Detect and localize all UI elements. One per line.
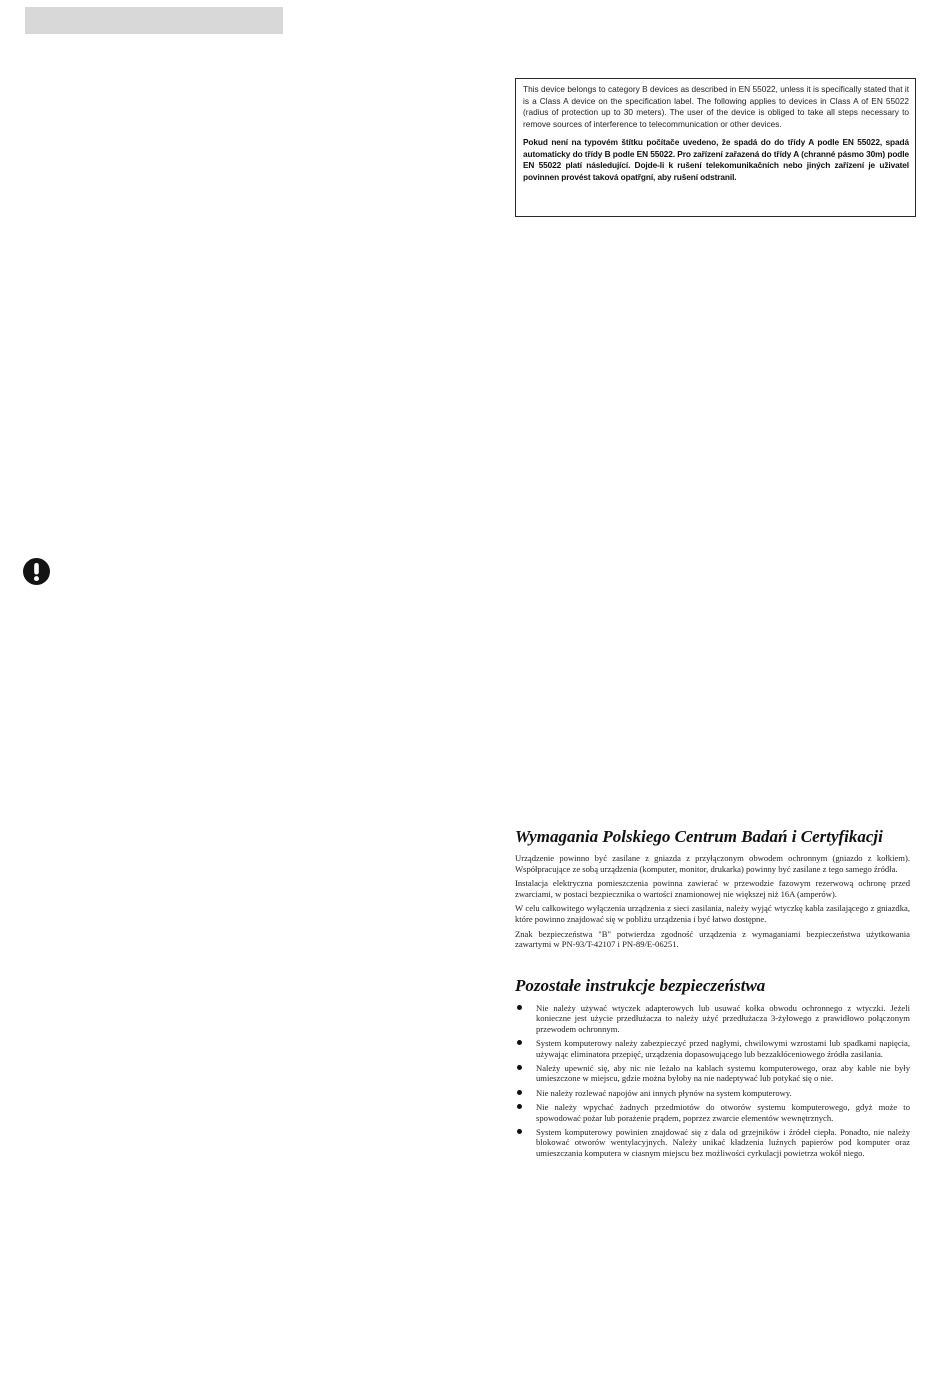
bullet-icon xyxy=(517,1090,522,1095)
requirements-paragraph: Znak bezpieczeństwa "B" potwierdza zgodność urządzenia z wymaganiami bezpieczeństwa użytkowania zawartymi w PN-93/T-42107 i PN-89/E-06251. xyxy=(515,928,910,950)
requirements-paragraph: W celu całkowitego wyłączenia urządzenia z sieci zasilania, należy wyjąć wtyczkę kabla zasilającego z gniazdka, które powinno znajdować się w pobliżu urządzenia i być łatwo dostępne. xyxy=(515,903,910,924)
exclamation-glyph xyxy=(23,558,50,585)
bullet-icon xyxy=(517,1129,522,1134)
list-item xyxy=(515,1127,910,1158)
requirements-paragraph: Instalacja elektryczna pomieszczenia powinna zawierać w przewodzie fazowym rezerwową ochronę przed zwarciami, w postaci bezpiecznika o wartości znamionowej nie większej niż 16A (amperów). xyxy=(515,878,910,899)
polish-requirements-section xyxy=(515,827,910,950)
list-item xyxy=(515,1102,910,1123)
safety-item-text: System komputerowy powinien znajdować się z dala od grzejników i źródeł ciepła. Ponadto, nie należy blokować otworów wentylacyjnych. Należy unikać kładzenia luźnych papierów pod komputer oraz umieszczania komputera w ciasnym miejscu bez możliwości cyrkulacji powietrza wokół niego. xyxy=(536,1127,910,1158)
requirements-paragraph: Urządzenie powinno być zasilane z gniazda z przyłączonym obwodem ochronnym (gniazdo z kołkiem). Współpracujące ze sobą urządzenia (komputer, monitor, drukarka) powinny być zasilane z tego samego źródła. xyxy=(515,853,910,874)
safety-item-text: Nie należy rozlewać napojów ani innych płynów na system komputerowy. xyxy=(536,1087,792,1098)
safety-item-text: Nie należy używać wtyczek adapterowych lub usuwać kołka obwodu ochronnego z wtyczki. Jeżeli konieczne jest użycie przedłużacza to należy użyć przedłużacza 3-żyłowego z prawidłowo połączonym przewodem ochronnym. xyxy=(536,1003,910,1034)
bullet-icon xyxy=(517,1104,522,1109)
bullet-icon xyxy=(517,1065,522,1070)
safety-bullet-list xyxy=(515,1003,910,1158)
bullet-icon xyxy=(517,1040,522,1045)
other-safety-title: Pozostałe instrukcje bezpieczeństwa xyxy=(515,976,766,995)
safety-item-text: Nie należy wpychać żadnych przedmiotów do otworów systemu komputerowego, gdyż może to spowodować pożar lub porażenie prądem, poprzez zwarcie elementów wewnętrznych. xyxy=(536,1102,910,1123)
list-item xyxy=(515,1088,910,1098)
bullet-icon xyxy=(517,1005,522,1010)
list-item xyxy=(515,1063,910,1084)
other-safety-section xyxy=(515,976,910,1162)
list-item xyxy=(515,1038,910,1059)
safety-item-text: System komputerowy należy zabezpieczyć przed nagłymi, chwilowymi wzrostami lub spadkami napięcia, używając eliminatora przepięć, urządzenia dopasowującego lub bezzakłóceniowego źródła zasilania. xyxy=(536,1038,910,1059)
header-bar xyxy=(25,7,283,34)
polish-requirements-body xyxy=(515,853,910,950)
notice-english-text: This device belongs to category B devices as described in EN 55022, unless it is specifically stated that it is a Class A device on the specification label. The following applies to devices in Class A of EN 55022 (radius of protection up to 30 meters). The user of the device is obliged to take all steps necessary to remove sources of interference to telecommunication or other devices. xyxy=(523,84,909,130)
safety-item-text: Należy upewnić się, aby nic nie leżało na kablach systemu komputerowego, oraz aby kable nie były umieszczone w miejscu, gdzie można byłoby na nie nadeptywać lub potykać się o nie. xyxy=(536,1063,910,1084)
notice-czech-text: Pokud není na typovém štítku počítače uvedeno, že spadá do do třídy A podle EN 55022, spadá automaticky do třídy B podle EN 55022. Pro zařízení zařazená do třídy A (chranné pásmo 30m) podle EN 55022 platí následující. Dojde-li k rušení telekomunikačních nebo jiných zařízení je uživatel povinnen provést taková opatřgní, aby rušení odstranil. xyxy=(523,136,909,182)
emc-notice-box xyxy=(515,78,916,217)
polish-requirements-title: Wymagania Polskiego Centrum Badań i Certyfikacji xyxy=(515,827,883,846)
exclamation-circle-icon xyxy=(23,558,50,585)
list-item xyxy=(515,1003,910,1034)
